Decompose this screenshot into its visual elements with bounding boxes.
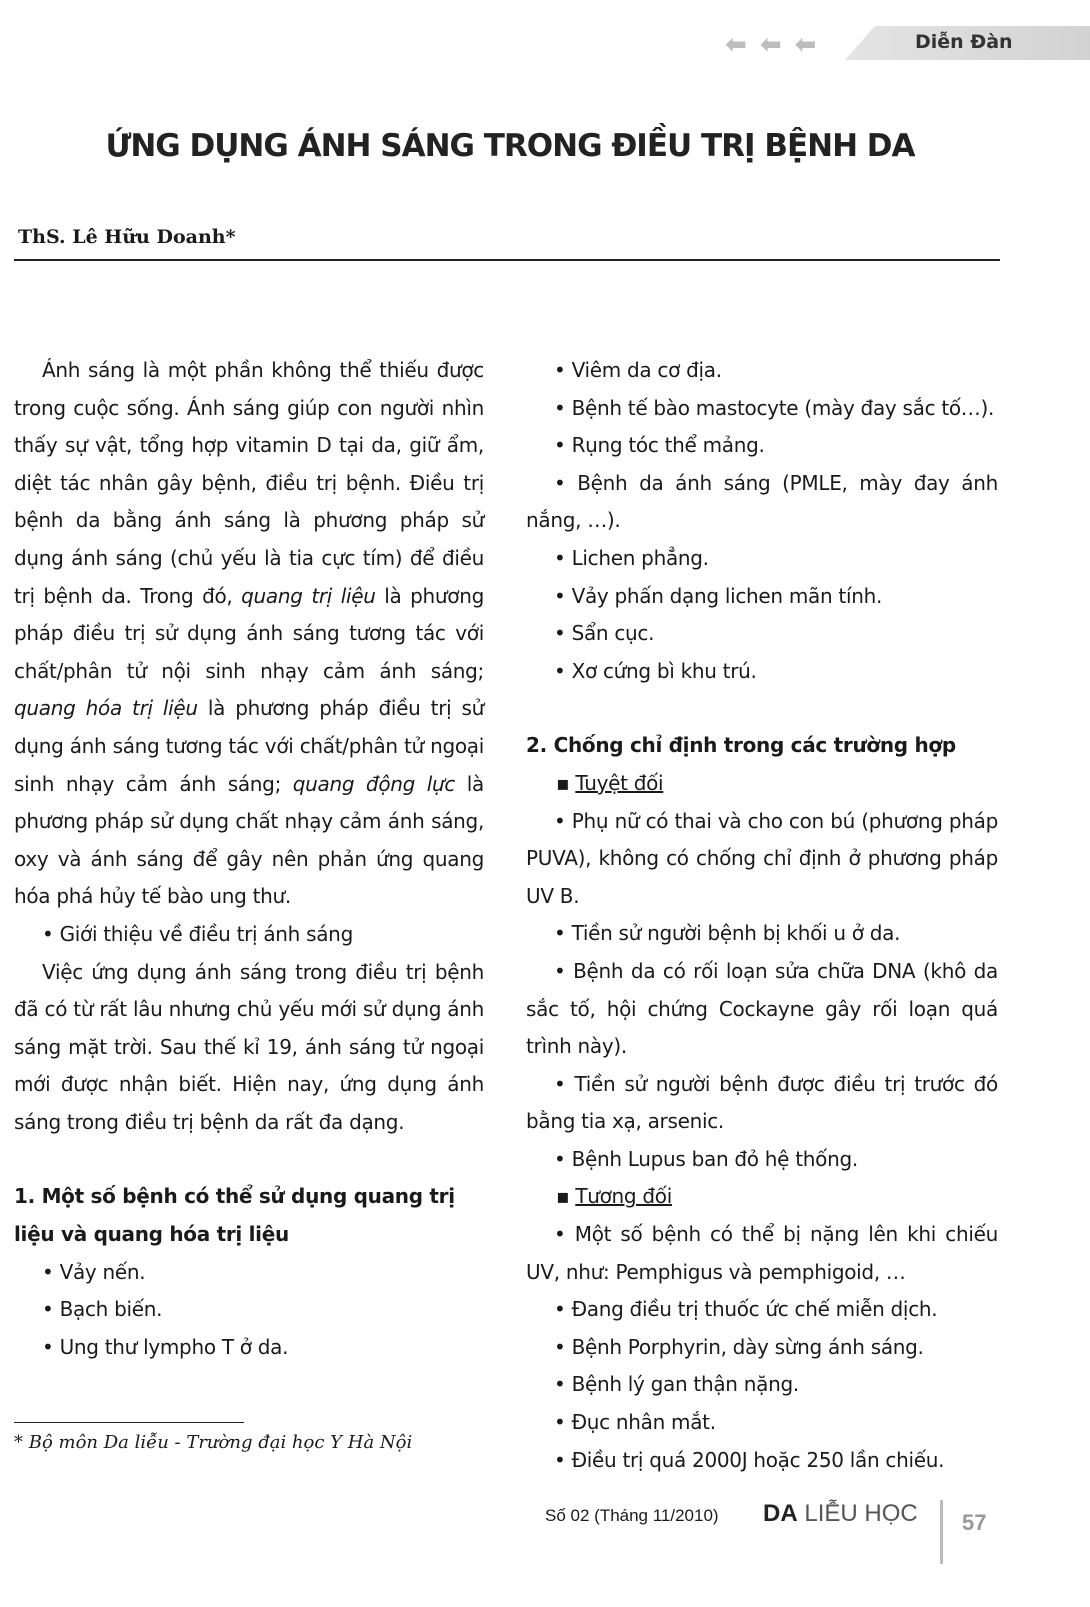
intro-paragraph: Ánh sáng là một phần không thể thiếu được trong cuộc sống. Ánh sáng giúp con người nhìn thấy sự vật, tổng hợp vitamin D tại da, giữ ẩm, diệt tác nhân gây bệnh, điều trị bệnh. Điều trị bệnh da bằng ánh sáng là phương pháp sử dụng ánh sáng (chủ yếu là tia cực tím) để điều trị bệnh da. Trong đó, quang trị liệu là phương pháp điều trị sử dụng ánh sáng tương tác với chất/phân tử nội sinh nhạy cảm ánh sáng; quang hóa trị liệu là phương pháp điều trị sử dụng ánh sáng tương tác với chất/phân tử ngoại sinh nhạy cảm ánh sáng; quang động lực là phương pháp sử dụng chất nhạy cảm ánh sáng, oxy và ánh sáng để gây nên phản ứng quang hóa phá hủy tế bào ung thư. <box>14 358 484 909</box>
list-item: • Bệnh lý gan thận nặng. <box>526 1366 998 1404</box>
paragraph: Việc ứng dụng ánh sáng trong điều trị bệnh đã có từ rất lâu nhưng chủ yếu mới sử dụng ánh sáng mặt trời. Sau thế kỉ 19, ánh sáng tử ngoại mới được nhận biết. Hiện nay, ứng dụng ánh sáng trong điều trị bệnh da rất đa dạng. <box>14 959 484 1134</box>
list-item: • Lichen phẳng. <box>526 540 998 578</box>
list-item: • Bạch biến. <box>14 1291 484 1329</box>
list-item: • Một số bệnh có thể bị nặng lên khi chiếu UV, như: Pemphigus và pemphigoid, … <box>526 1216 998 1291</box>
list-item: • Rụng tóc thể mảng. <box>526 427 998 465</box>
list-item: • Ung thư lympho T ở da. <box>14 1329 484 1367</box>
arrow-left-icons: ⬅ ⬅ ⬅ <box>725 30 819 60</box>
list-item: • Viêm da cơ địa. <box>526 352 998 390</box>
title-divider <box>14 259 1000 261</box>
footer-divider <box>940 1500 943 1564</box>
list-item: • Đang điều trị thuốc ức chế miễn dịch. <box>526 1291 998 1329</box>
list-item: • Sẩn cục. <box>526 615 998 653</box>
list-item: • Giới thiệu về điều trị ánh sáng <box>14 916 484 954</box>
subheading-relative: ▪ Tương đối <box>556 1184 672 1209</box>
list-item: • Xơ cứng bì khu trú. <box>526 653 998 691</box>
left-column <box>14 352 484 1366</box>
list-item: • Điều trị quá 2000J hoặc 250 lần chiếu. <box>526 1442 998 1480</box>
list-item: • Bệnh Lupus ban đỏ hệ thống. <box>526 1141 998 1179</box>
section-heading-1: 1. Một số bệnh có thể sử dụng quang trị liệu và quang hóa trị liệu <box>14 1184 455 1247</box>
footnote: * Bộ môn Da liễu - Trường đại học Y Hà Nội <box>14 1432 413 1453</box>
list-item: • Vảy nến. <box>14 1254 484 1292</box>
right-column <box>526 352 998 1479</box>
issue-info: Số 02 (Tháng 11/2010) <box>545 1506 719 1525</box>
author: ThS. Lê Hữu Doanh* <box>18 226 236 248</box>
list-item: • Phụ nữ có thai và cho con bú (phương pháp PUVA), không có chống chỉ định ở phương pháp UV B. <box>526 803 998 916</box>
list-item: • Tiền sử người bệnh bị khối u ở da. <box>526 915 998 953</box>
list-item: • Bệnh tế bào mastocyte (mày đay sắc tố…). <box>526 390 998 428</box>
section-heading-2: 2. Chống chỉ định trong các trường hợp <box>526 733 956 758</box>
list-item: • Bệnh da có rối loạn sửa chữa DNA (khô da sắc tố, hội chứng Cockayne gây rối loạn quá trình này). <box>526 953 998 1066</box>
list-item: • Bệnh Porphyrin, dày sừng ánh sáng. <box>526 1329 998 1367</box>
journal-name: DA LIỄU HỌC <box>763 1500 918 1527</box>
section-label: Diễn Đàn <box>915 31 1013 53</box>
list-item: • Tiền sử người bệnh được điều trị trước đó bằng tia xạ, arsenic. <box>526 1066 998 1141</box>
list-item: • Bệnh da ánh sáng (PMLE, mày đay ánh nắng, …). <box>526 465 998 540</box>
list-item: • Vảy phấn dạng lichen mãn tính. <box>526 578 998 616</box>
section-header <box>725 26 1090 60</box>
article-title: ỨNG DỤNG ÁNH SÁNG TRONG ĐIỀU TRỊ BỆNH DA <box>105 128 915 164</box>
page-number: 57 <box>962 1510 987 1535</box>
list-item: • Đục nhân mắt. <box>526 1404 998 1442</box>
subheading-absolute: ▪ Tuyệt đối <box>556 770 664 795</box>
footnote-divider <box>14 1422 244 1423</box>
